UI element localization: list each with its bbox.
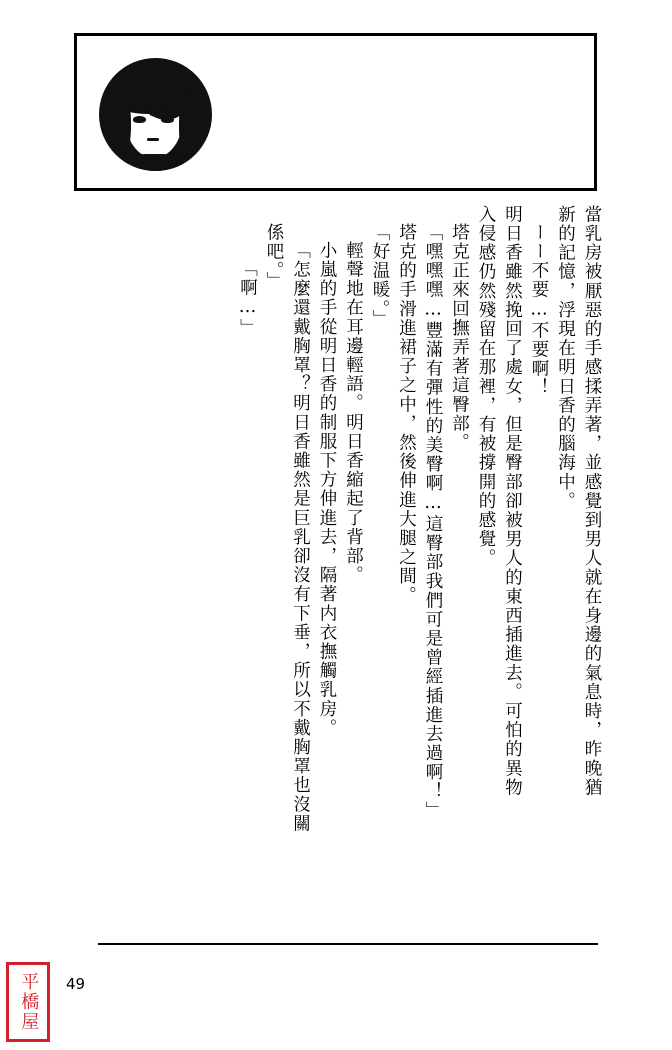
page-number: 49	[66, 975, 86, 993]
text-line: 係吧。」	[264, 223, 284, 291]
vertical-text-body	[80, 205, 600, 925]
text-line: 當乳房被厭惡的手感揉弄著，並感覺到男人就在身邊的氣息時，昨晚猶	[582, 205, 602, 798]
text-line: 輕聲地在耳邊輕語。明日香縮起了背部。	[343, 241, 364, 585]
eye-left	[133, 116, 146, 123]
portrait-frame	[99, 58, 212, 171]
footer-divider	[98, 943, 598, 945]
text-line: 「怎麼還戴胸罩？明日香雖然是巨乳卻沒有下垂，所以不戴胸罩也沒關	[290, 241, 311, 834]
text-line: 「嘿嘿嘿…豐滿有彈性的美臀啊…這臀部我們可是曾經插進去過啊！」	[423, 223, 443, 821]
header-illustration-box	[74, 33, 597, 191]
text-line: ーー不要…不要啊！	[529, 223, 549, 398]
girl-portrait-icon	[99, 58, 212, 171]
publisher-seal: 平橋屋	[6, 962, 50, 1042]
text-line: 「啊…」	[237, 259, 258, 338]
mouth	[147, 138, 159, 141]
text-line: 入侵感仍然殘留在那裡，有被撐開的感覺。	[476, 205, 496, 568]
hair-side-lock-left	[115, 98, 131, 156]
text-line: 塔克的手滑進裙子之中，然後伸進大腿之間。	[396, 223, 417, 605]
text-line: 新的記憶，浮現在明日香的腦海中。	[555, 205, 576, 511]
text-line: 「好温暖。」	[370, 223, 390, 329]
collar	[119, 154, 191, 171]
text-line: 小嵐的手從明日香的制服下方伸進去，隔著内衣撫觸乳房。	[317, 241, 337, 738]
text-line: 明日香雖然挽回了處女，但是臀部卻被男人的東西插進去。可怕的異物	[502, 205, 523, 798]
text-line: 塔克正來回撫弄著這臀部。	[449, 223, 470, 453]
eye-right	[161, 116, 174, 123]
hair-side-lock-right	[179, 98, 197, 160]
